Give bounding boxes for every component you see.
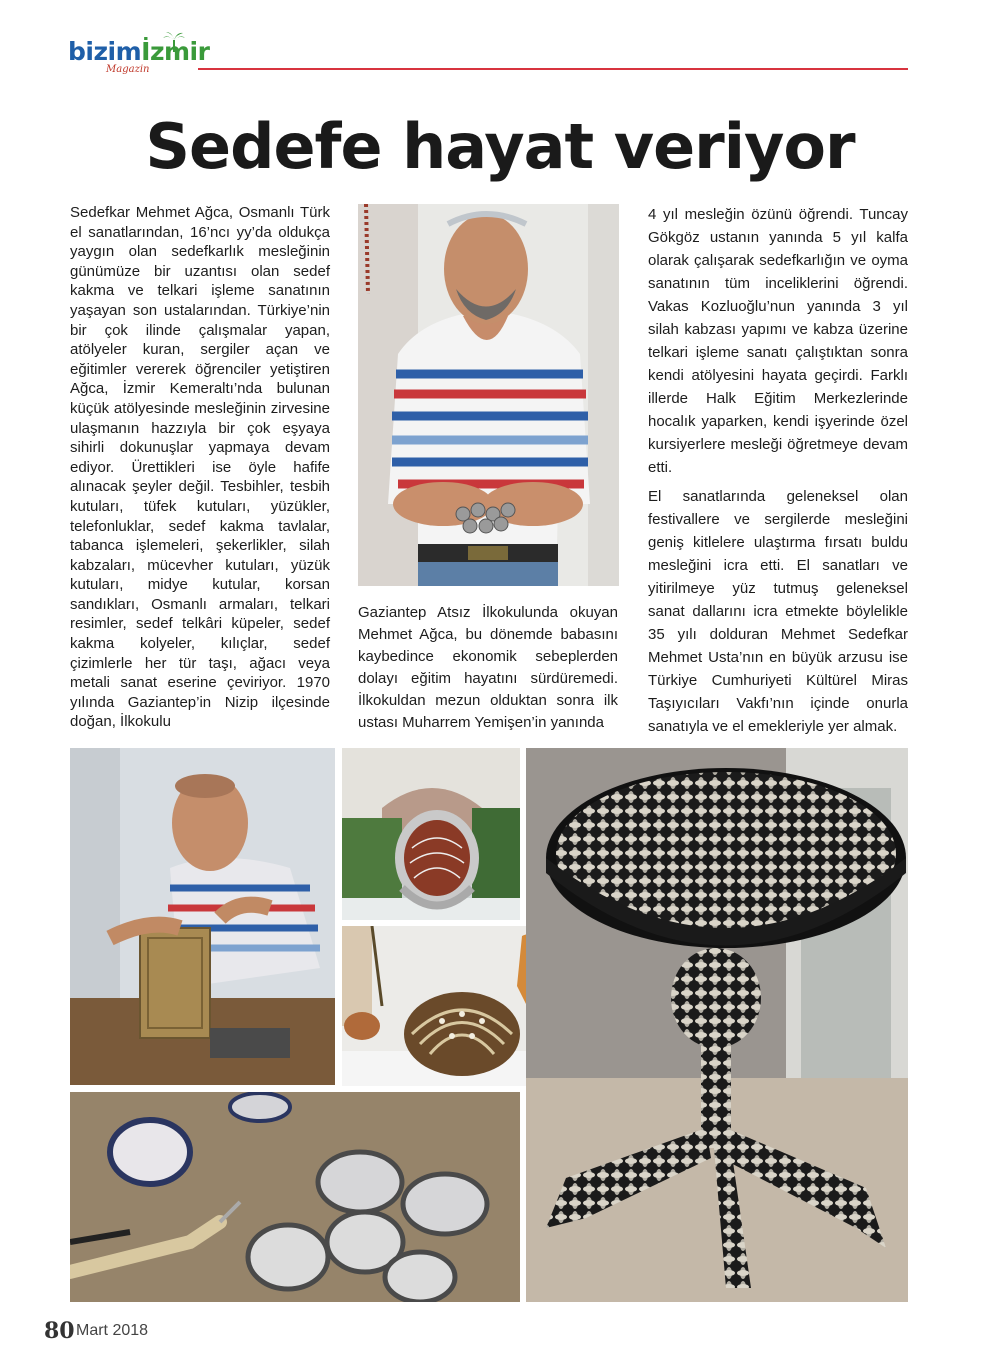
- engraved-stones-photo: [70, 1092, 520, 1302]
- article-column-3: [648, 203, 908, 744]
- magazine-logo: [68, 38, 208, 78]
- portrait-photo: [358, 204, 619, 586]
- logo-wordmark: bizimİzmir: [68, 37, 210, 66]
- inlay-table-photo: [526, 748, 908, 1302]
- table-illustration: [526, 748, 908, 1302]
- ring-photo: [342, 748, 520, 920]
- logo-subtitle: Magazin: [106, 64, 150, 75]
- article-paragraph: 4 yıl mesleğin özünü öğrendi. Tuncay Gökgöz ustanın yanında 5 yıl kalfa olarak çalışarak sedefkarlığın ve oyma sanatının tüm inceliklerini öğrendi. Vakas Kozluoğlu’nun yanında 3 yıl silah kabzası yapımı ve kabza üzerine telkari işleme sanatı çalıştıktan sonra kendi atölyesini hayata geçirdi. Farklı illerde Halk Eğitim Merkezlerinde hocalık yaparken, kendi işyerinde özel kursiyerlere mesleği öğretmeye devam etti.: [648, 206, 908, 476]
- ring-illustration: [342, 748, 520, 920]
- issue-date: Mart 2018: [76, 1322, 149, 1339]
- portrait-illustration: [358, 204, 619, 586]
- article-paragraph: El sanatlarında geleneksel olan festivallere ve sergilerde mesleğini geniş kitlelere ulaştırma fırsatı buldu mesleğini icra etti. El sanatları ve yitirilmeye yüz tutmuş geleneksel sanat dallarını icra etmekte böylelikle 35 yılı dolduran Mehmet Sedefkar Mehmet Usta’nın en büyük arzusu ise Türkiye Cumhuriyeti Kültürel Miras Taşıyıcıları Vakfı’nın içinde onurla sanatıyla ve el emekleriyle yer almak.: [648, 488, 908, 735]
- palm-tree-icon: [163, 32, 185, 52]
- craftsman-illustration: [70, 748, 335, 1085]
- page-number: 80: [44, 1318, 75, 1344]
- stones-illustration: [70, 1092, 520, 1302]
- header-divider: [198, 68, 908, 70]
- article-title: Sedefe hayat veriyor: [145, 110, 855, 183]
- article-column-2: Gaziantep Atsız İlkokulunda okuyan Mehmet Ağca, bu dönemde babasını kaybedince ekonomik sebeplerden dolayı eğitim hayatını sürdüremedi. İlkokuldan mezun olduktan sonra ilk ustası Muharrem Yemişen’in yanında: [358, 604, 618, 731]
- article-column-1: Sedefkar Mehmet Ağca, Osmanlı Türk el sanatlarından, 16’ncı yy’da oldukça yaygın olan sedefkarlık mesleğinin günümüze bir uzantısı olan sedef kakma ve telkari işleme sanatının yaşayan son ustalarından. Türkiye’nin bir çok ilinde çalışmalar yapan, atölyeler kuran, sergiler açan ve eğitimler vererek öğrenciler yetiştiren Ağca, İzmir Kemeraltı’nda bulunan küçük atölyesinde mesleğinin zirvesine ulaşmanın hazzıyla bir çok eşyaya sihirli dokunuşlar yapmaya devam ediyor. Ürettikleri ise öyle hafife alınacak şeyler değil. Tesbihler, tesbih kutuları, tüfek kutuları, yüzükler, telefonluklar, sedef kakma tavlalar, tabanca işlemeleri, şekerlikler, silah kabzaları, mücevher kutuları, yüzük kutuları, midye kutular, korsan sandıkları, Osmanlı armaları, telkari resimler, sedef telkâri küpeler, sedef kakma kolyeler, kılıçlar, sedef çizimlerle her tür taşı, ağacı veya metali sanat eserine çeviriyor. 1970 yılında Gaziantep’in Nizip ilçesinde doğan, İlkokulu: [70, 204, 330, 731]
- craftsman-working-photo: [70, 748, 335, 1085]
